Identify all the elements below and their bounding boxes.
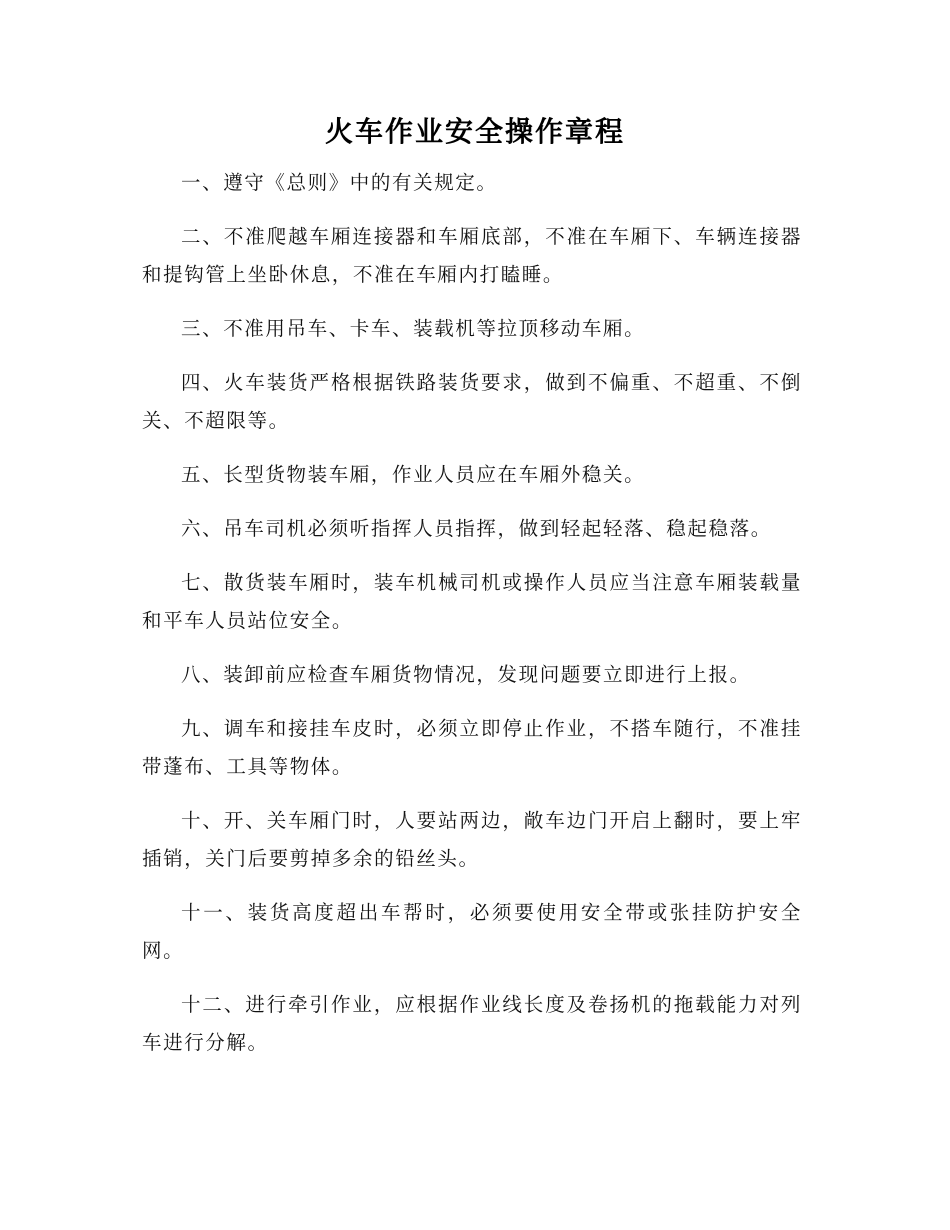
paragraph-11: 十一、装货高度超出车帮时，必须要使用安全带或张挂防护安全网。 (142, 901, 802, 962)
paragraph-1: 一、遵守《总则》中的有关规定。 (181, 171, 498, 194)
paragraph-10: 十、开、关车厢门时，人要站两边，敞车边门开启上翻时，要上牢插销，关门后要剪掉多余的铅丝头。 (142, 809, 802, 870)
paragraph-4: 四、火车装货严格根据铁路装货要求，做到不偏重、不超重、不倒关、不超限等。 (142, 371, 802, 432)
paragraph-8: 八、装卸前应检查车厢货物情况，发现问题要立即进行上报。 (181, 663, 751, 686)
document-title: 火车作业安全操作章程 (324, 115, 625, 148)
paragraph-6: 六、吊车司机必须听指挥人员指挥，做到轻起轻落、稳起稳落。 (181, 517, 772, 540)
paragraph-7: 七、散货装车厢时，装车机械司机或操作人员应当注意车厢装载量和平车人员站位安全。 (142, 571, 802, 632)
document-body (142, 164, 802, 1078)
paragraph-5: 五、长型货物装车厢，作业人员应在车厢外稳关。 (181, 463, 646, 486)
paragraph-2: 二、不准爬越车厢连接器和车厢底部，不准在车厢下、车辆连接器和提钩管上坐卧休息，不准在车厢内打瞌睡。 (142, 225, 802, 286)
paragraph-12: 十二、进行牵引作业，应根据作业线长度及卷扬机的拖载能力对列车进行分解。 (142, 993, 802, 1054)
paragraph-9: 九、调车和接挂车皮时，必须立即停止作业，不搭车随行，不准挂带蓬布、工具等物体。 (142, 717, 802, 778)
paragraph-3: 三、不准用吊车、卡车、装载机等拉顶移动车厢。 (181, 317, 646, 340)
